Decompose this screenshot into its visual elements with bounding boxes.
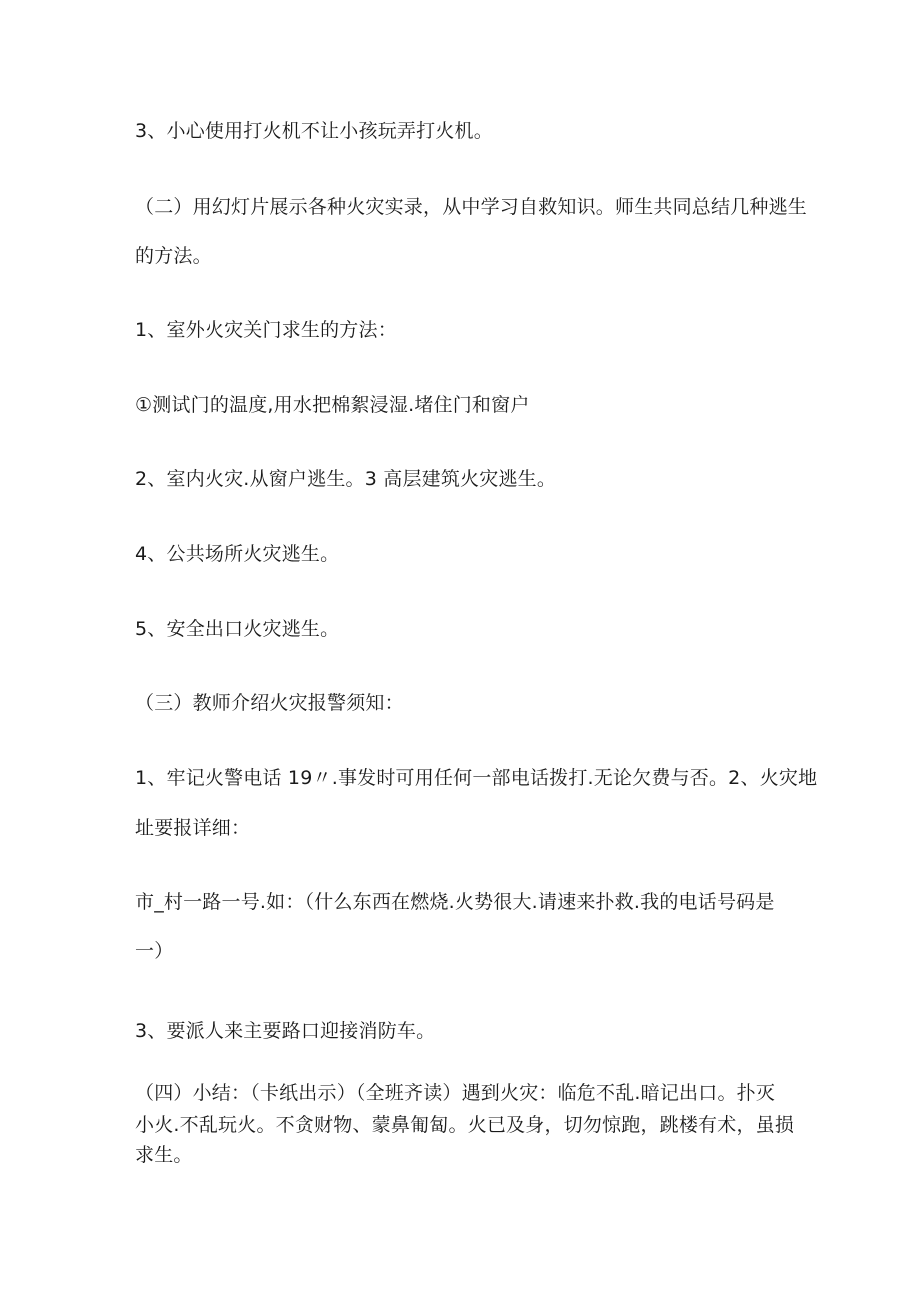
text-line-item-1: 1、室外火灾关门求生的方法： bbox=[135, 319, 397, 341]
text-line-alarm-1: 1、牢记火警电话 19〃.事发时可用任何一部电话拨打.无论欠费与否。2、火灾地 bbox=[135, 767, 818, 789]
text-line-section-2-cont: 的方法。 bbox=[135, 245, 212, 267]
text-line-subitem-1: ①测试门的温度,用水把棉絮浸湿.堵住门和窗户 bbox=[135, 394, 530, 416]
text-line-section-4-cont-2: 求生。 bbox=[135, 1144, 193, 1166]
text-line-address-cont: 一） bbox=[135, 940, 174, 962]
text-line-item-5: 5、安全出口火灾逃生。 bbox=[135, 618, 340, 640]
text-line-section-4: （四）小结：（卡纸出示）（全班齐读）遇到火灾：临危不乱.暗记出口。扑灭 bbox=[135, 1082, 776, 1104]
text-line-address: 市_村一路一号.如：（什么东西在燃烧.火势很大.请速来扑救.我的电话号码是 bbox=[135, 891, 775, 913]
text-line-section-4-cont-1: 小火.不乱玩火。不贪财物、蒙鼻匍匐。火已及身，切勿惊跑，跳楼有术，虽损 bbox=[135, 1114, 795, 1136]
text-line-section-3: （三）教师介绍火灾报警须知： bbox=[135, 692, 404, 714]
text-line-alarm-1-cont: 址要报详细： bbox=[135, 817, 251, 839]
text-line-item-4: 4、公共场所火灾逃生。 bbox=[135, 543, 340, 565]
text-line-item-3: 3、小心使用打火机不让小孩玩弄打火机。 bbox=[135, 120, 493, 142]
text-line-alarm-3: 3、要派人来主要路口迎接消防车。 bbox=[135, 1020, 436, 1042]
text-line-section-2: （二）用幻灯片展示各种火灾实录，从中学习自救知识。师生共同总结几种逃生 bbox=[135, 196, 808, 218]
text-line-item-2: 2、室内火灾.从窗户逃生。3 高层建筑火灾逃生。 bbox=[135, 468, 557, 490]
